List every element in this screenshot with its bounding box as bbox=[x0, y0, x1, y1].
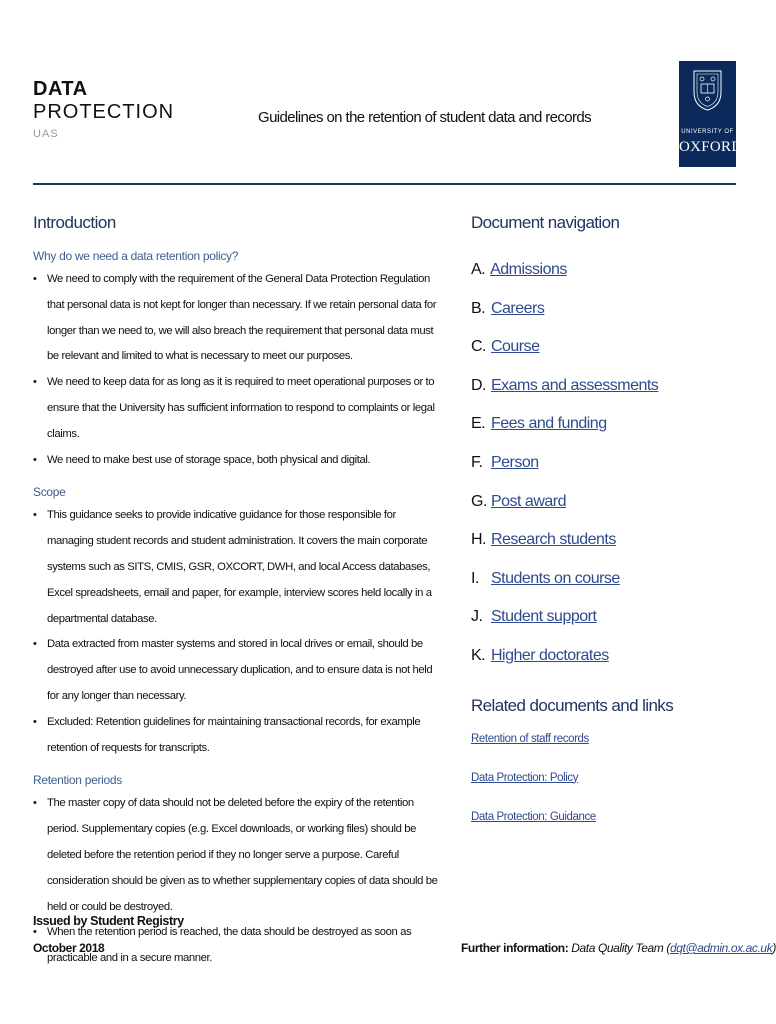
further-team: Data Quality Team ( bbox=[571, 941, 670, 955]
issued-by: Issued by Student Registry bbox=[33, 914, 184, 928]
nav-link-student-support[interactable]: Student support bbox=[490, 608, 597, 626]
nav-item-students-on-course: I. Students on course bbox=[471, 569, 620, 587]
list-item: • This guidance seeks to provide indicative guidance for those responsible for managing student records and student administration. It covers the main corporate systems such as SITS, CMIS, GSR, OXCORT, DWH, and local Access databases, Excel spreadsheets, email and paper, for example, interview scores held locally in a departmental database. bbox=[33, 503, 438, 632]
nav-item-careers: B. Careers bbox=[471, 299, 545, 317]
header-divider bbox=[33, 183, 736, 185]
list-item: • Data extracted from master systems and stored in local drives or email, should be destroyed after use to avoid unnecessary duplication, and to ensure data is not held for any longer than necessary. bbox=[33, 632, 438, 709]
list-item: • Excluded: Retention guidelines for maintaining transactional records, for example retention of requests for transcripts. bbox=[33, 710, 438, 762]
nav-link-exams[interactable]: Exams and assessments bbox=[490, 376, 659, 394]
nav-item-course: C. Course bbox=[471, 338, 540, 356]
nav-link-fees[interactable]: Fees and funding bbox=[490, 415, 607, 433]
brand-uas: UAS bbox=[33, 128, 59, 140]
list-item: • We need to keep data for as long as it is required to meet operational purposes or to ensure that the University has sufficient information to respond to complaints or legal claims. bbox=[33, 370, 438, 447]
nav-item-admissions: A. Admissions bbox=[471, 261, 567, 278]
nav-link-post-award[interactable]: Post award bbox=[490, 492, 566, 510]
scope-heading: Scope bbox=[33, 485, 66, 500]
why-list bbox=[33, 267, 438, 473]
nav-link-higher-doctorates[interactable]: Higher doctorates bbox=[490, 646, 609, 664]
nav-link-careers[interactable]: Careers bbox=[490, 299, 545, 317]
nav-item-person: F. Person bbox=[471, 453, 539, 471]
scope-list bbox=[33, 503, 438, 761]
nav-item-student-support: J. Student support bbox=[471, 608, 597, 626]
related-link-dp-policy[interactable]: Data Protection: Policy bbox=[471, 771, 579, 784]
logo-oxford: OXFORD bbox=[679, 139, 743, 155]
list-item: • We need to make best use of storage space, both physical and digital. bbox=[33, 448, 438, 474]
issue-date: October 2018 bbox=[33, 941, 105, 955]
why-heading: Why do we need a data retention policy? bbox=[33, 249, 239, 263]
related-links bbox=[471, 732, 741, 824]
list-item: • The master copy of data should not be deleted before the expiry of the retention period. Supplementary copies (e.g. Excel downloads, or working files) should be deleted before the retention period if they no longer serve a purpose. Careful consideration should be given as to whether supplementary copies of data should be held or could be destroyed. bbox=[33, 791, 438, 920]
list-item: • When the retention period is reached, the data should be destroyed as soon as practicable and in a secure manner. bbox=[33, 920, 438, 972]
nav-link-students-on-course[interactable]: Students on course bbox=[490, 569, 620, 587]
further-close: ) bbox=[772, 941, 776, 955]
introduction-column bbox=[33, 213, 438, 972]
related-heading: Related documents and links bbox=[471, 695, 674, 715]
nav-link-research-students[interactable]: Research students bbox=[490, 531, 616, 549]
nav-link-admissions[interactable]: Admissions bbox=[490, 261, 567, 278]
nav-item-research-students: H. Research students bbox=[471, 531, 616, 549]
nav-item-post-award: G. Post award bbox=[471, 492, 566, 510]
nav-link-person[interactable]: Person bbox=[490, 453, 539, 471]
contact-email-link[interactable]: dqt@admin.ox.ac.uk bbox=[669, 941, 773, 955]
brand-block bbox=[33, 78, 174, 140]
related-link-staff-records[interactable]: Retention of staff records bbox=[471, 732, 589, 745]
related-link-dp-guidance[interactable]: Data Protection: Guidance bbox=[471, 810, 596, 823]
further-label: Further information: bbox=[461, 941, 569, 955]
oxford-logo bbox=[679, 61, 743, 167]
list-item: • We need to comply with the requirement of the General Data Protection Regulation that personal data is not kept for longer than necessary. If we retain personal data for longer than we need to, we will also breach the requirement that personal data must be relevant and limited to what is necessary to meet our purposes. bbox=[33, 267, 438, 370]
navigation-list bbox=[471, 251, 741, 676]
brand-protection: PROTECTION bbox=[33, 101, 175, 123]
navigation-heading: Document navigation bbox=[471, 213, 620, 232]
nav-item-exams: D. Exams and assessments bbox=[471, 376, 659, 394]
document-title: Guidelines on the retention of student data and records bbox=[258, 109, 592, 126]
introduction-heading: Introduction bbox=[33, 213, 116, 232]
further-information bbox=[461, 941, 776, 955]
logo-university-of: UNIVERSITY OF bbox=[681, 129, 734, 135]
navigation-column bbox=[471, 213, 741, 849]
retention-heading: Retention periods bbox=[33, 773, 122, 788]
nav-link-course[interactable]: Course bbox=[490, 338, 540, 356]
nav-item-higher-doctorates: K. Higher doctorates bbox=[471, 646, 609, 664]
brand-data: DATA bbox=[33, 78, 88, 100]
nav-item-fees: E. Fees and funding bbox=[471, 415, 607, 433]
crest-icon bbox=[692, 68, 723, 112]
